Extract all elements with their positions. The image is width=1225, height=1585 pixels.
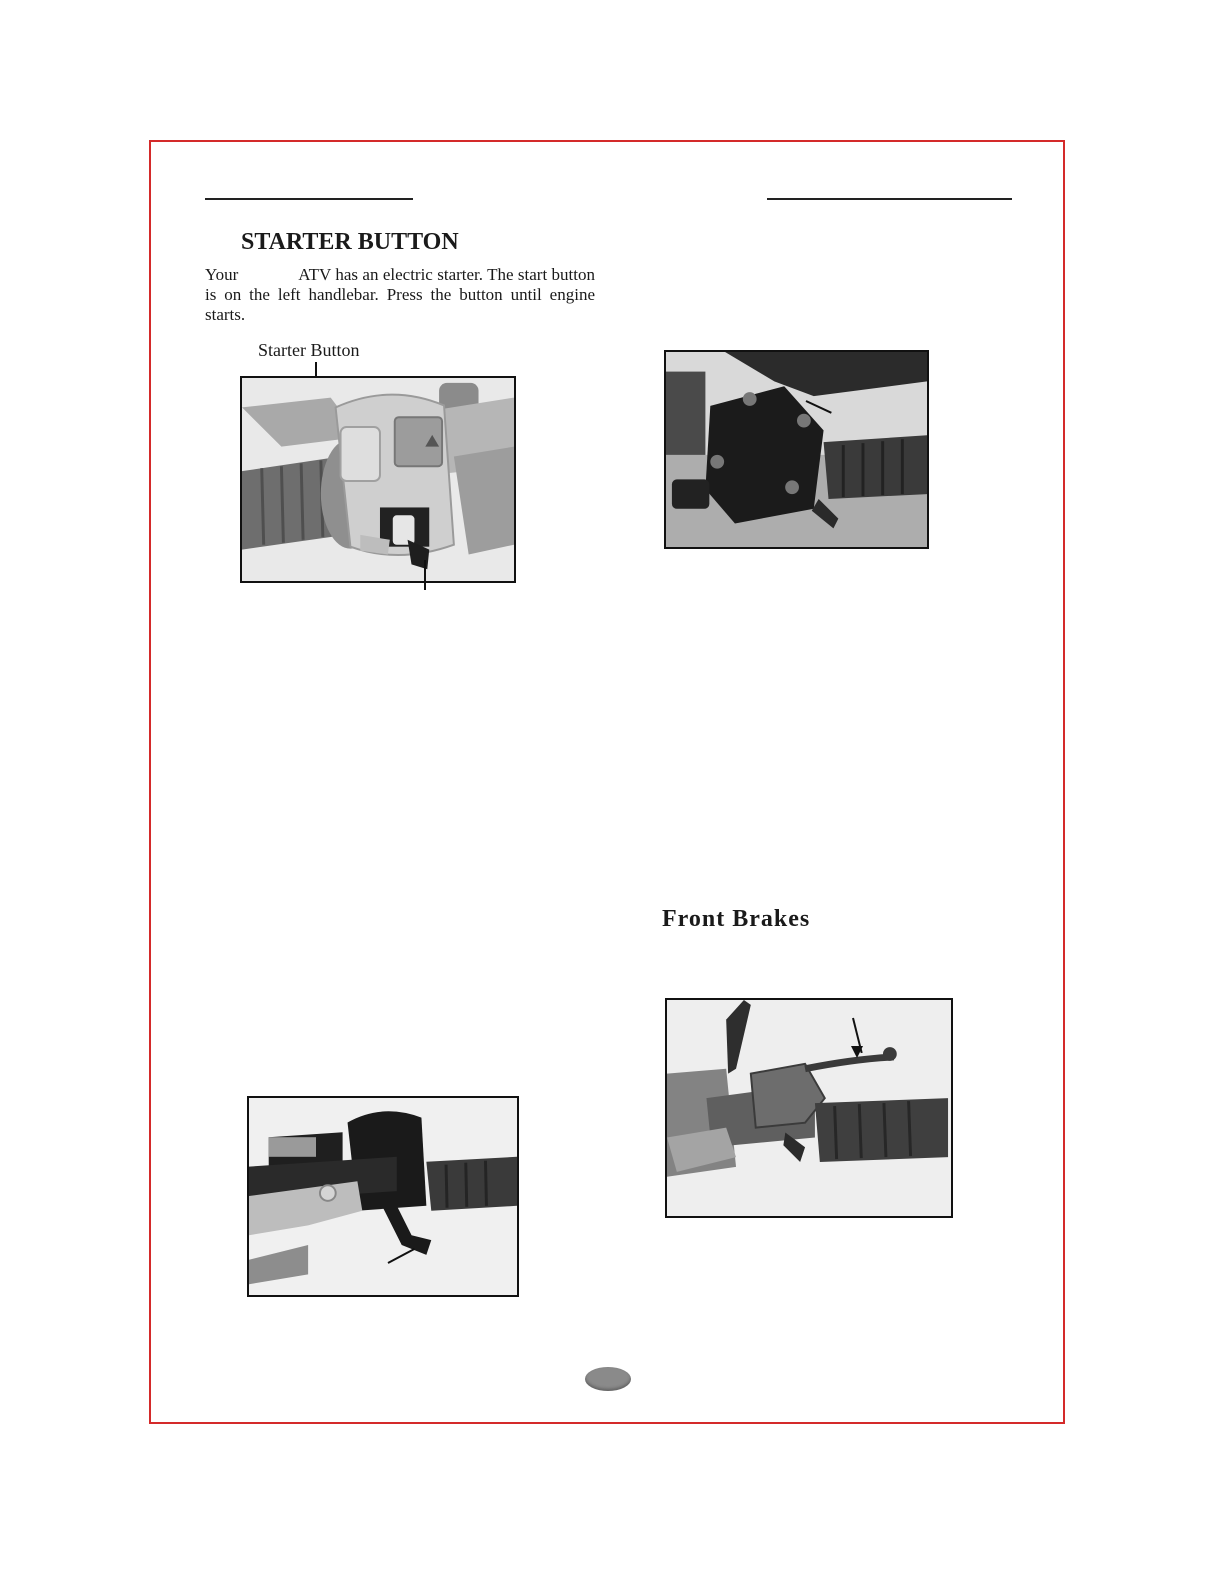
front-brakes-heading: Front Brakes xyxy=(662,906,811,932)
front-brake-lever-image xyxy=(667,1000,951,1216)
handlebar-switch-image xyxy=(242,378,514,581)
throttle-housing-image xyxy=(666,352,927,547)
starter-button-label: Starter Button xyxy=(258,340,360,360)
starter-description xyxy=(205,265,595,325)
starter-switch-photo xyxy=(240,376,516,583)
throttle-housing-photo xyxy=(664,350,929,549)
header-rule-left xyxy=(205,198,413,200)
starter-button-heading: STARTER BUTTON xyxy=(241,229,459,255)
page-number-marker xyxy=(585,1367,631,1391)
brake-arrow-head xyxy=(851,1046,863,1058)
front-brake-lever-photo xyxy=(665,998,953,1218)
starter-photo-leader xyxy=(424,560,426,590)
left-lever-image xyxy=(249,1098,517,1295)
header-rule-right xyxy=(767,198,1012,200)
left-lever-photo xyxy=(247,1096,519,1297)
starter-description-rest: ATV has an electric starter. The start button is on the left handlebar. Press the button until engine starts. xyxy=(205,265,595,324)
starter-description-lead: Your xyxy=(205,265,239,284)
